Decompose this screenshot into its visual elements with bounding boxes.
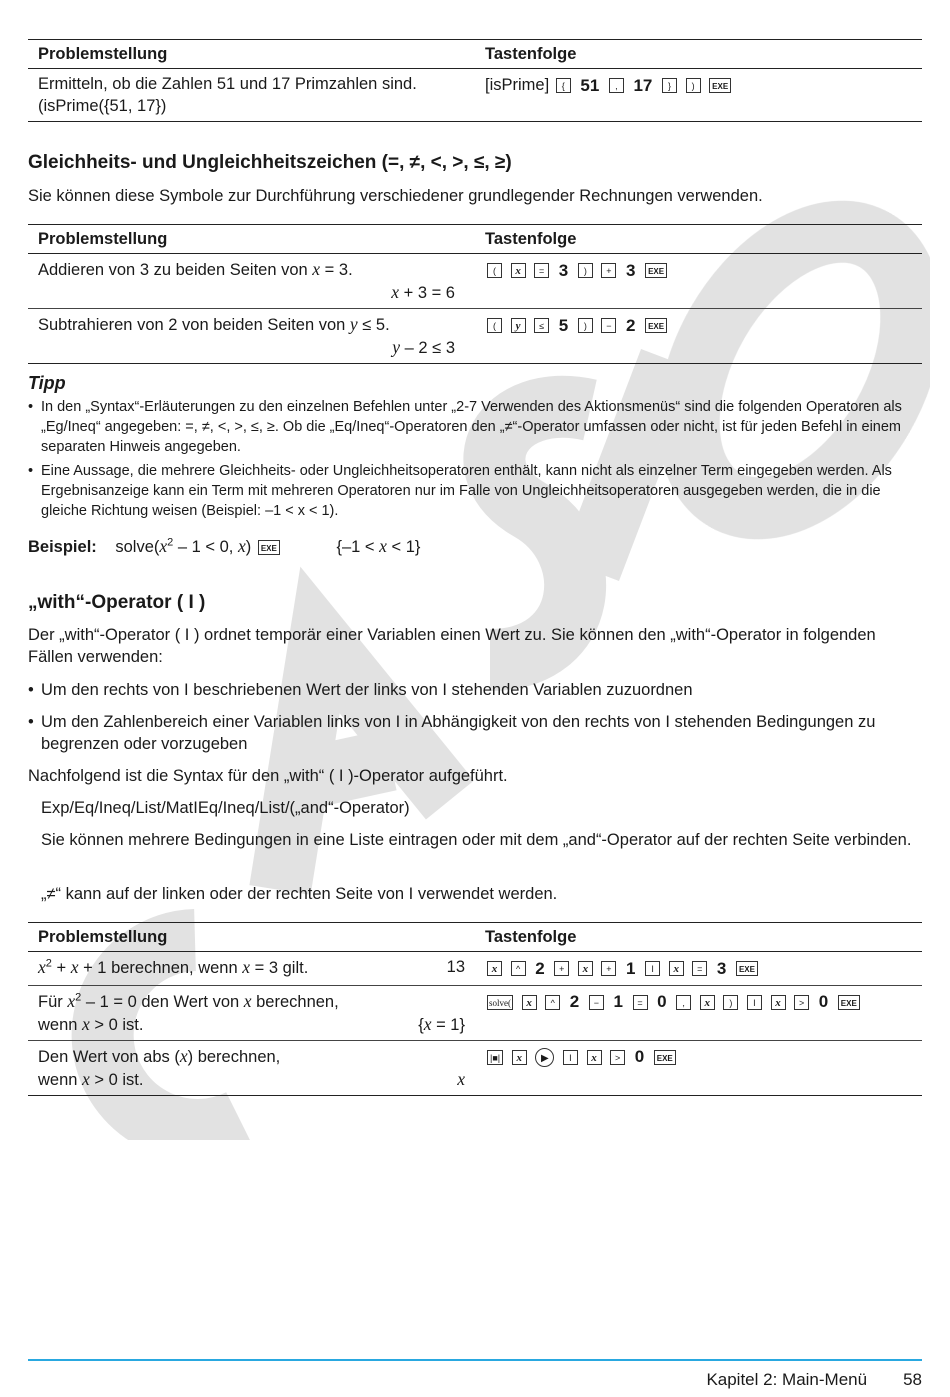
table-row xyxy=(28,69,922,122)
problem-text: Den Wert von abs (x) berechnen, xyxy=(38,1045,281,1066)
key-x: x xyxy=(700,995,715,1010)
cursor-right-icon: ▶ xyxy=(535,1048,554,1067)
section-intro: Der „with“-Operator ( I ) ordnet temporär einer Variablen einen Wert zu. Sie können den „with“-Operator in folgenden Fällen verwenden: xyxy=(28,626,876,666)
table-row xyxy=(28,1040,922,1095)
table-row xyxy=(28,309,922,364)
with-usage-list xyxy=(28,679,922,755)
key-exe: EXE xyxy=(645,318,667,333)
key-abs-template: |■| xyxy=(487,1050,503,1065)
key-close-paren: ) xyxy=(686,78,701,93)
key-exe: EXE xyxy=(736,961,758,976)
problem-text: Subtrahieren von 2 von beiden Seiten von y ≤ 5. xyxy=(38,314,390,334)
example-expression: $solve(x^2 - 1 < 0$, x) xyxy=(115,536,252,556)
syntax-line: Exp/Eq/Ineq/List/MatIEq/Ineq/List/(„and“-Operator) xyxy=(41,799,410,817)
footer-divider xyxy=(28,1359,922,1361)
chapter-label: Kapitel 2: Main-Menü xyxy=(706,1370,868,1389)
key-minus: − xyxy=(601,318,616,333)
syntax-note: „≠“ kann auf der linken oder der rechten Seite von I verwendet werden. xyxy=(41,885,558,903)
key-x: x xyxy=(669,961,684,976)
list-item: • In den „Syntax“-Erläuterungen zu den einzelnen Befehlen unter „2-7 Verwenden des Aktionsmenüs“ sind die folgenden Operatoren als „Eg/Ineq“ angegeben: =, ≠, <, >, ≤, ≥. Ob die „Eq/Ineq“-Operatoren den „≠“-Operator umfassen oder nicht, ist für jeden Befehl in einem separaten Hinweis angegeben. xyxy=(28,397,922,457)
list-item: • Um den Zahlenbereich einer Variablen links von I in Abhängigkeit von den rechts von I stehenden Bedingungen zu begrenzen oder vorzugeben xyxy=(28,711,922,755)
key-sequence xyxy=(475,254,922,309)
problem-result: x xyxy=(457,1068,465,1089)
key-value: 5 xyxy=(558,315,569,335)
key-comma: , xyxy=(609,78,624,93)
example-result: {–1 < x < 1} xyxy=(336,536,421,556)
section-heading: „with“-Operator ( I ) xyxy=(28,592,206,613)
keystroke-table-equations xyxy=(28,224,922,364)
problem-text: Ermitteln, ob die Zahlen 51 und 17 Primzahlen sind. xyxy=(38,75,417,93)
list-item: • Eine Aussage, die mehrere Gleichheits- oder Ungleichheitsoperatoren enthält, kann nicht als einzelner Term eingegeben werden. Als Ergebnisanzeige kann ein Term mit mehreren Operatoren nur im Falle von Ungleichheitsoperatoren ausgegeben werden, die in die gleiche Richtung weisen (Beispiel: –1 < x < 1). xyxy=(28,461,922,521)
key-sequence xyxy=(475,309,922,364)
table-row xyxy=(28,985,922,1040)
example-line xyxy=(28,535,922,558)
key-x: x xyxy=(487,961,502,976)
key-exe: EXE xyxy=(654,1050,676,1065)
syntax-note: Sie können mehrere Bedingungen in eine Liste eintragen oder mit dem „and“-Operator auf der rechten Seite verbinden. xyxy=(41,831,912,849)
key-greater: > xyxy=(610,1050,625,1065)
key-exe: EXE xyxy=(258,540,280,555)
key-value: 3 xyxy=(626,260,636,280)
column-header-problem: Problemstellung xyxy=(28,923,475,952)
key-value: 51 xyxy=(580,75,600,95)
key-with: I xyxy=(645,961,660,976)
problem-text: Für $x^2 - 1 = 0$ den Wert von x berechnen, xyxy=(38,990,339,1011)
key-exe: EXE xyxy=(645,263,667,278)
problem-text: (isPrime({51, 17}) xyxy=(38,97,167,115)
problem-result: y – 2 ≤ 3 xyxy=(392,337,455,357)
page-number: 58 xyxy=(903,1370,922,1389)
key-value: 17 xyxy=(633,75,653,95)
keystroke-table-with xyxy=(28,922,922,1096)
problem-text: wenn x > 0 ist. {x = 1} xyxy=(38,1013,465,1034)
key-close-paren: ) xyxy=(723,995,738,1010)
key-value: 1 xyxy=(626,958,636,978)
section-intro: Sie können diese Symbole zur Durchführung verschiedener grundlegender Rechnungen verwenden. xyxy=(28,187,763,205)
key-value: 2 xyxy=(626,315,636,335)
key-value: 3 xyxy=(716,958,727,978)
key-sequence xyxy=(475,985,922,1040)
key-power: ^ xyxy=(545,995,560,1010)
problem-result: 13 xyxy=(446,958,465,976)
key-comma: , xyxy=(676,995,691,1010)
key-x: x xyxy=(578,961,593,976)
key-x: x xyxy=(511,263,526,278)
example-label: Beispiel: xyxy=(28,538,97,556)
key-close-paren: ) xyxy=(578,318,593,333)
problem-result: x + 3 = 6 xyxy=(391,282,455,302)
key-open-paren: ( xyxy=(487,263,502,278)
key-sequence xyxy=(475,952,922,986)
key-exe: EXE xyxy=(709,78,731,93)
key-plus: + xyxy=(601,961,616,976)
page-footer xyxy=(706,1369,922,1391)
key-close-brace: } xyxy=(662,78,677,93)
keystroke-table-isprime xyxy=(28,39,922,122)
key-power: ^ xyxy=(511,961,526,976)
problem-text: Addieren von 3 zu beiden Seiten von x = 3. xyxy=(38,259,353,279)
list-item: • Um den rechts von I beschriebenen Wert der links von I stehenden Variablen zuzuordnen xyxy=(28,679,922,701)
key-sequence xyxy=(475,69,922,122)
key-with: I xyxy=(747,995,762,1010)
key-solve: solve( xyxy=(487,995,513,1010)
key-x: x xyxy=(522,995,537,1010)
key-minus: − xyxy=(589,995,604,1010)
key-x: x xyxy=(512,1050,527,1065)
key-value: 2 xyxy=(535,958,545,978)
key-sequence xyxy=(475,1040,922,1095)
column-header-keys: Tastenfolge xyxy=(475,225,922,254)
problem-text: wenn x > 0 ist. x xyxy=(38,1068,465,1089)
key-less-equal: ≤ xyxy=(534,318,549,333)
section-heading: Gleichheits- und Ungleichheitszeichen (=, ≠, <, >, ≤, ≥) xyxy=(28,152,512,173)
key-value: 0 xyxy=(657,992,667,1012)
key-close-paren: ) xyxy=(578,263,593,278)
key-value: 0 xyxy=(818,992,829,1012)
problem-text: $x^2 + x + 1$ berechnen, wenn x = 3 gilt. 13 xyxy=(38,957,465,977)
key-equals: = xyxy=(633,995,648,1010)
column-header-problem: Problemstellung xyxy=(28,225,475,254)
tip-heading: Tipp xyxy=(28,373,66,393)
key-plus: + xyxy=(554,961,569,976)
problem-result: {x = 1} xyxy=(418,1013,465,1034)
key-value: 2 xyxy=(569,992,580,1012)
key-equals: = xyxy=(534,263,549,278)
table-row xyxy=(28,254,922,309)
column-header-keys: Tastenfolge xyxy=(475,40,922,69)
key-exe: EXE xyxy=(838,995,860,1010)
key-x: x xyxy=(771,995,786,1010)
table-row xyxy=(28,952,922,986)
key-x: x xyxy=(587,1050,602,1065)
key-y: y xyxy=(511,318,526,333)
key-equals: = xyxy=(692,961,707,976)
command-label: [isPrime] xyxy=(485,76,550,94)
column-header-problem: Problemstellung xyxy=(28,40,475,69)
key-value: 1 xyxy=(613,992,623,1012)
key-value: 3 xyxy=(558,260,569,280)
key-plus: + xyxy=(601,263,616,278)
key-open-paren: ( xyxy=(487,318,502,333)
key-greater: > xyxy=(794,995,809,1010)
column-header-keys: Tastenfolge xyxy=(475,923,922,952)
key-with: I xyxy=(563,1050,578,1065)
tip-box xyxy=(28,372,922,521)
key-open-brace: { xyxy=(556,78,571,93)
key-value: 0 xyxy=(634,1047,645,1067)
syntax-intro: Nachfolgend ist die Syntax für den „with“ ( I )-Operator aufgeführt. xyxy=(28,767,508,785)
tip-list xyxy=(28,397,922,521)
